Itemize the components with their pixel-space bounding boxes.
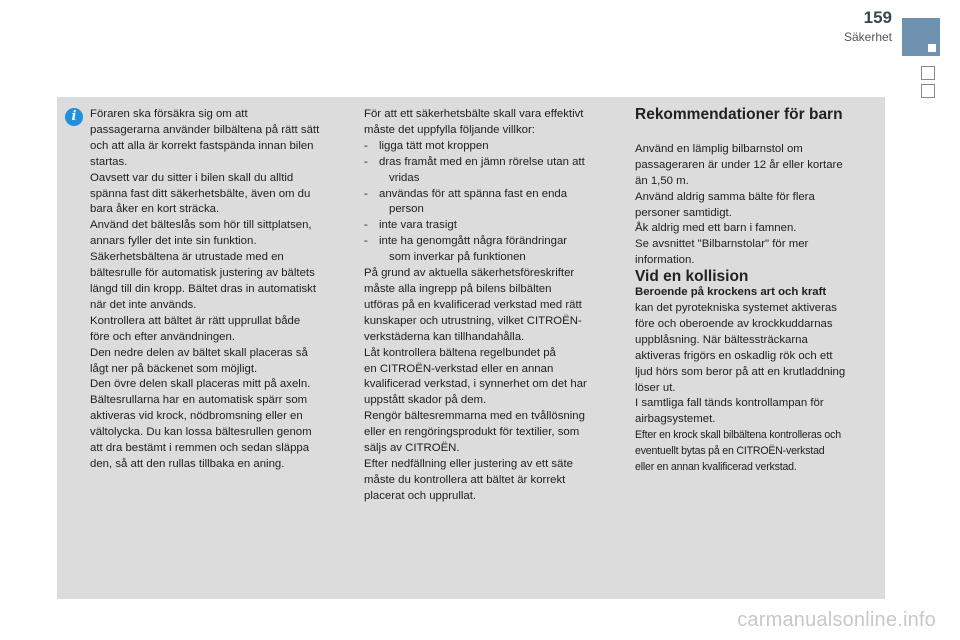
list-item-text: person [389,203,424,216]
text-line: vältolycka. Du kan lossa bältesrullen genom [90,426,312,439]
text-line: placerat och upprullat. [364,489,477,502]
text-line: Rengör bältesremmarna med en tvållösning [364,410,585,423]
text-line: Bältesrullarna har en automatisk spärr som [90,394,308,407]
text-line: måste alla ingrepp på bilens bilbälten [364,282,552,295]
list-item-text: dras framåt med en jämn rörelse utan att [379,155,585,168]
text-line: måste det uppfylla följande villkor: [364,123,535,136]
conditions-body [364,266,612,505]
text-line: Efter nedfällning eller justering av ett säte [364,457,573,470]
content-panel [57,97,885,599]
text-line: att dra bestämt i remmen och sedan släppa [90,442,310,455]
chapter-tab [902,18,940,56]
text-line: Använd aldrig samma bälte för flera [635,190,815,203]
text-line: Säkerhetsbältena är utrustade med en [90,251,284,264]
text-line: och att alla är korrekt fastspända innan bilen [90,139,314,152]
text-line: säljs av CITROËN. [364,442,460,455]
text-line: Oavsett var du sitter i bilen skall du alltid [90,171,294,184]
seatbelt-info-text [90,107,340,473]
text-line: utföras på en kvalificerad verkstad med rätt [364,298,582,311]
text-line: Använd det bälteslås som hör till sittplatsen, [90,219,312,232]
list-item [364,234,612,266]
text-line: uppblåsning. När bältessträckarna [635,333,808,346]
text-line: bältesrulle för automatisk justering av bältets [90,267,315,280]
text-line: information. [635,254,695,267]
text-line: eventuellt bytas på en CITROËN-verkstad [635,445,825,458]
collision-subheading: Beroende på krockens art och kraft [635,286,827,299]
text-line: Kontrollera att bältet är rätt upprullat både [90,314,301,327]
list-item-text: inte ha genomgått några förändringar [379,235,568,248]
conditions-intro [364,107,612,139]
page-nav-square [921,66,935,80]
list-item [364,139,612,155]
text-line: bara åker en kort sträcka. [90,203,220,216]
text-line: än 1,50 m. [635,174,689,187]
text-line: passagerarna använder bilbältena på rätt sätt [90,123,320,136]
text-line: Se avsnittet "Bilbarnstolar" för mer [635,238,809,251]
text-line: passageraren är under 12 år eller kortare [635,158,843,171]
list-item-text: användas för att spänna fast en enda [379,187,568,200]
text-line: kunskaper och utrustning, vilket CITROËN- [364,314,582,327]
text-line: Den nedre delen av bältet skall placeras så [90,346,308,359]
children-heading: Rekommendationer för barn [635,106,843,123]
text-line: längd till din kropp. Bältet dras in automatiskt [90,282,317,295]
list-item [364,155,612,187]
tab-marker [928,44,936,52]
text-line: verkstäderna kan tillhandahålla. [364,330,525,343]
text-line: kvalificerad verkstad, i synnerhet om det har [364,378,587,391]
column-seatbelt-info [90,107,340,473]
text-line: eller en rengöringsprodukt för textilier, som [364,426,580,439]
column-seatbelt-conditions [364,107,612,505]
info-icon: i [65,108,83,126]
page-number: 159 [863,8,892,27]
text-line: uppstått skador på dem. [364,394,487,407]
page-nav-square [921,84,935,98]
text-line: före och oberoende av krockkuddarnas [635,317,833,330]
list-item-text: ligga tätt mot kroppen [379,139,489,152]
text-line: när det inte används. [90,298,197,311]
text-line: airbagsystemet. [635,413,716,426]
text-line: eller en annan kvalificerad verkstad. [635,461,797,474]
conditions-list [364,139,612,266]
text-line: lågt ner på bäckenet som möjligt. [90,362,258,375]
text-line: Efter en krock skall bilbältena kontrolleras och [635,429,841,442]
text-line: måste du kontrollera att bältet är korrekt [364,473,566,486]
children-text [635,142,875,269]
watermark: carmanualsonline.info [737,609,936,631]
collision-heading: Vid en kollision [635,268,749,286]
list-item [364,187,612,219]
text-line: På grund av aktuella säkerhetsföreskrifter [364,267,575,280]
text-line: I samtliga fall tänds kontrollampan för [635,397,824,410]
text-line: en CITROËN-verkstad eller en annan [364,362,554,375]
text-line: personer samtidigt. [635,206,732,219]
text-line: löser ut. [635,381,676,394]
list-item-text: inte vara trasigt [379,219,457,232]
text-line: startas. [90,155,128,168]
text-line: annars fyller det inte sin funktion. [90,235,257,248]
text-line: kan det pyrotekniska systemet aktiveras [635,301,837,314]
list-item-text: som inverkar på funktionen [389,251,526,264]
text-line: Åk aldrig med ett barn i famnen. [635,222,797,235]
text-line: ljud hörs som beror på att en krutladdning [635,365,846,378]
text-line: aktiveras frigörs en oskadlig rök och ett [635,349,833,362]
column-children-collision [635,107,875,476]
section-title: Säkerhet [843,30,892,44]
list-item-text: vridas [389,171,420,184]
text-line: den, så att den rullas tillbaka en aning. [90,457,285,470]
text-line: Den övre delen skall placeras mitt på axeln. [90,378,311,391]
text-line: aktiveras vid krock, nödbromsning eller en [90,410,303,423]
text-line: Använd en lämplig bilbarnstol om [635,142,803,155]
text-line: För att ett säkerhetsbälte skall vara effektivt [364,108,584,120]
text-line: Låt kontrollera bältena regelbundet på [364,346,556,359]
collision-text [635,301,875,428]
list-item [364,218,612,234]
text-line: Föraren ska försäkra sig om att [90,108,248,120]
text-line: före och efter användningen. [90,330,236,343]
text-line: spänna fast ditt säkerhetsbälte, även om du [90,187,311,200]
collision-note [635,428,875,476]
